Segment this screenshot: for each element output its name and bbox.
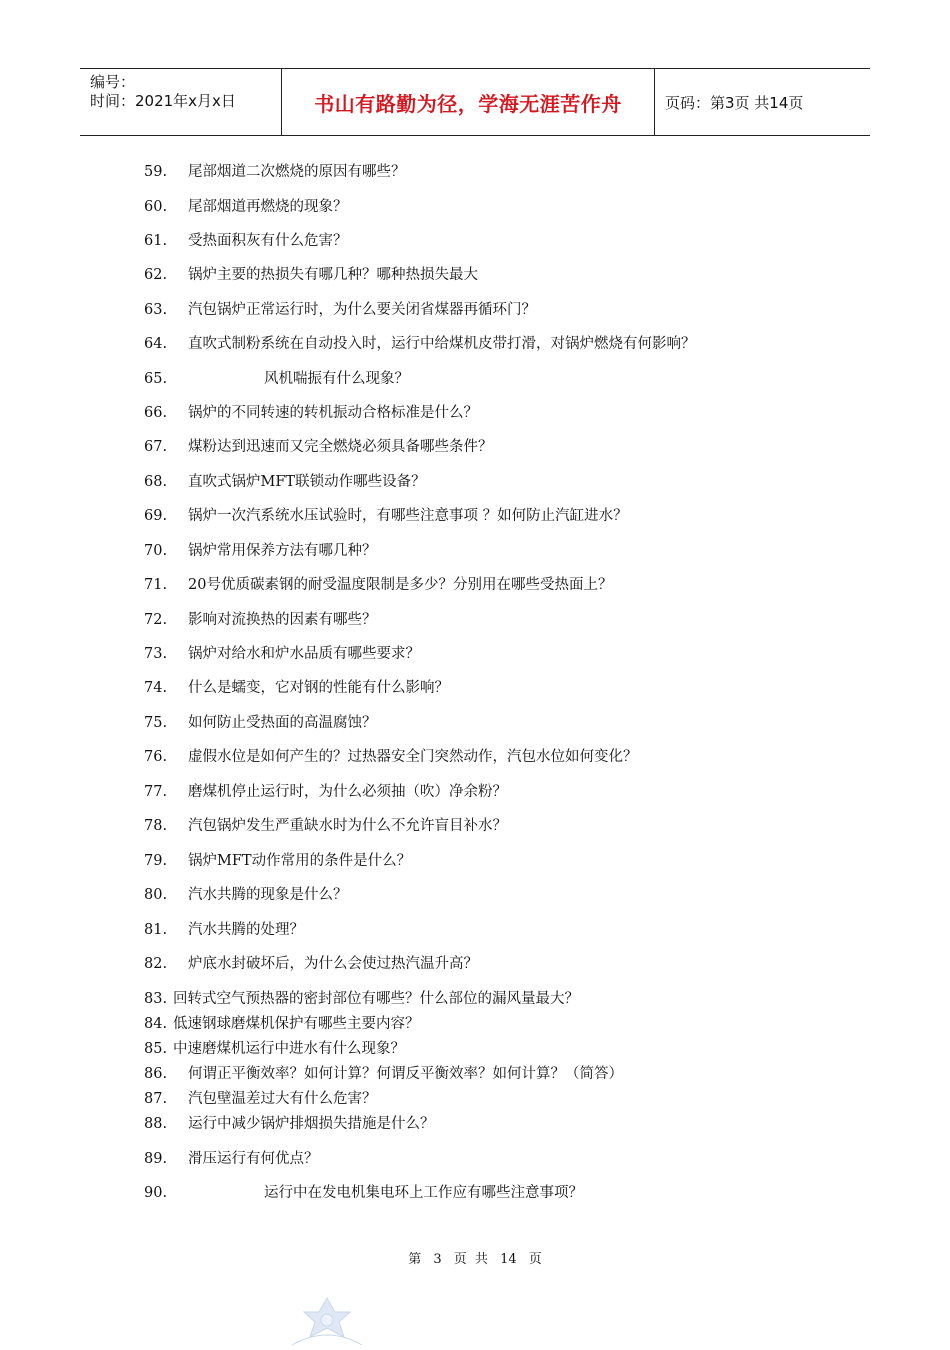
footer-page-number: 3 [433,1252,442,1267]
footer-mid: 页 共 [453,1252,488,1267]
page-header [80,68,870,136]
time-label: 时间：2021年x月x日 [90,92,236,110]
footer-suffix: 页 [528,1252,542,1267]
header-motto: 书山有路勤为径，学海无涯苦作舟 [281,69,655,135]
page-footer [0,1248,950,1267]
header-page-info: 页码：第3页 共14页 [665,93,804,112]
footer-prefix: 第 [408,1252,422,1267]
watermark-logo-icon [272,1290,382,1350]
footer-total-pages: 14 [500,1252,517,1267]
serial-label: 编号： [90,73,136,91]
header-meta [80,69,281,135]
